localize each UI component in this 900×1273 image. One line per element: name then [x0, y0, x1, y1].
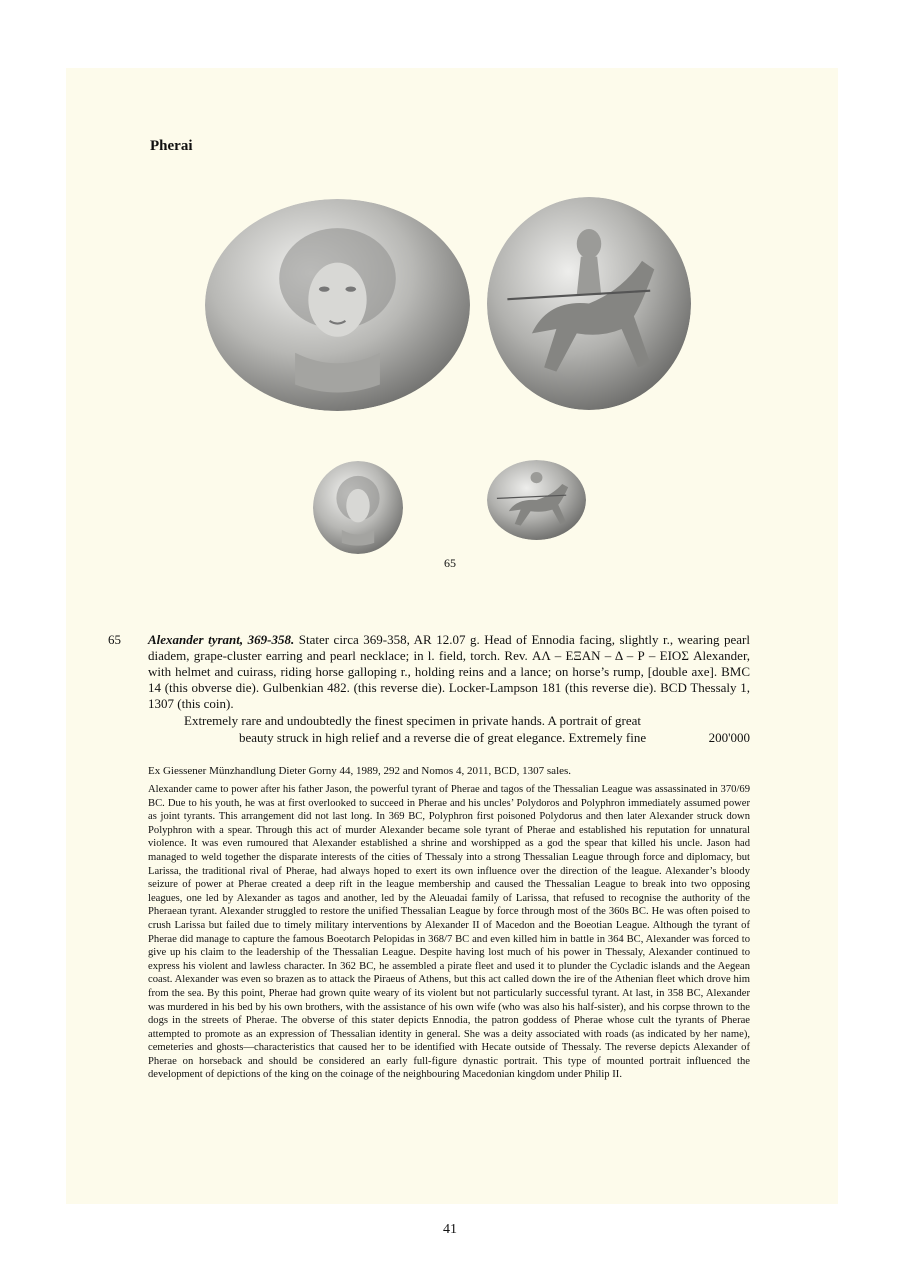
- page-number: 41: [443, 1222, 457, 1237]
- lot-provenance: Ex Giessener Münzhandlung Dieter Gorny 44, 1989, 292 and Nomos 4, 2011, BCD, 1307 sales.: [148, 765, 572, 777]
- lot-estimate: 200'000: [708, 730, 750, 745]
- coin-reverse-small: [487, 460, 586, 540]
- coin-obverse-large: [205, 199, 470, 411]
- lot-number: 65: [108, 632, 121, 647]
- plate-label: 65: [444, 556, 456, 570]
- assessment-line-1: Extremely rare and undoubtedly the finest specimen in private hands. A portrait of great: [184, 713, 642, 728]
- assessment-line-2-row: [184, 729, 750, 746]
- lot-description: [148, 632, 750, 712]
- assessment-line-2: beauty struck in high relief and a reverse die of great elegance. Extremely fine: [239, 730, 647, 745]
- lot-essay: Alexander came to power after his father Jason, the powerful tyrant of Pherae and tagos of the Thessalian League was assassinated in 370/69 BC. Due to his youth, he was at first overlooked to succeed in Pherae and his uncles’ Polydoros and Polyphron immediately assumed power as joint tyrants. This arrangement did not last long. In 369 BC, Polyphron first poisoned Polydorus and then later Alexander struck down Polyphron with a spear. Through this act of murder Alexander became sole tyrant of Pherae and established his reputation for unnatural violence. It was even rumoured that Alexander established a shrine and worshipped as a god the spear that killed his uncle. Jason had managed to weld together the disparate interests of the cities of Thessaly into a strong Thessalian League through force and diplomacy, but Larissa, the traditional rival of Pherae, had always hoped to exert its own influence over the direction of the league. Alexander’s bloody seizure of power at Pherae created a deep rift in the league membership and caused the Thessalian League to break into two opposing leagues, one led by Alexander as tagos and another, led by the Aleuadai family of Larissa, that refused to recognise the authority of the Pheraean tyrant. Alexander struggled to restore the unified Thessalian League by force through most of the 360s BC. He was often poised to crush Larissa but failed due to timely military interventions by Alexander II of Macedon and the Boeotian League. Although the tyrant of Pherae did manage to capture the famous Boeotarch Pelopidas in 368/7 BC and even killed him in battle in 364 BC, Alexander was forced to give up his claim to the leadership of the Thessalian League. Despite having lost much of his power in Thessaly, Alexander continued to express his violent and lawless character. In 362 BC, he assembled a pirate fleet and used it to plunder the Cycladic islands and the Aegean coast. Alexander was even so brazen as to attack the Piraeus of Athens, but this act called down the ire of the Athenian fleet which drove him from the sea. By this point, Pherae had grown quite weary of its violent but not particularly successful tyrant. At last, in 358 BC, Alexander was murdered in his bed by his own brothers, with the assistance of his own wife (who was also his half-sister), and his corpse thrown to the dogs in the streets of Pherae. The obverse of this stater depicts Ennodia, the patron goddess of Pherae whose cult the tyrants of Pherae attempted to promote as an expression of Thessalian identity in general. She was a deity associated with roads (as indicated by her name), cemeteries and ghosts—characteristics that caused her to be identified with Hecate outside of Thessaly. The reverse depicts Alexander of Pherae on horseback and should be considered an early full-figure dynastic portrait. This type of mounted portrait influenced the development of depictions of the king on the coinage of the neighbouring Macedonian kingdom under Philip II.: [148, 784, 750, 1081]
- lot-description-text: Stater circa 369-358, AR 12.07 g. Head of Ennodia facing, slightly r., wearing pearl diadem, grape-cluster earring and pearl necklace; in l. field, torch. Rev. ΑΛ – ΕΞΑΝ – Δ – Ρ – ΕΙΟΣ Alexander, with helmet and cuirass, riding horse galloping r., holding reins and a lance; on horse’s rump, [double axe]. BMC 14 (this obverse die). Gulbenkian 482. (this reverse die). Locker-Lampson 181 (this reverse die). BCD Thessaly 1, 1307 (this coin).: [148, 632, 750, 711]
- coin-reverse-large: [487, 197, 691, 410]
- section-title: Pherai: [150, 138, 193, 154]
- coin-obverse-small: [313, 461, 403, 554]
- lot-heading: Alexander tyrant, 369-358.: [148, 632, 295, 647]
- lot-assessment: [184, 712, 750, 746]
